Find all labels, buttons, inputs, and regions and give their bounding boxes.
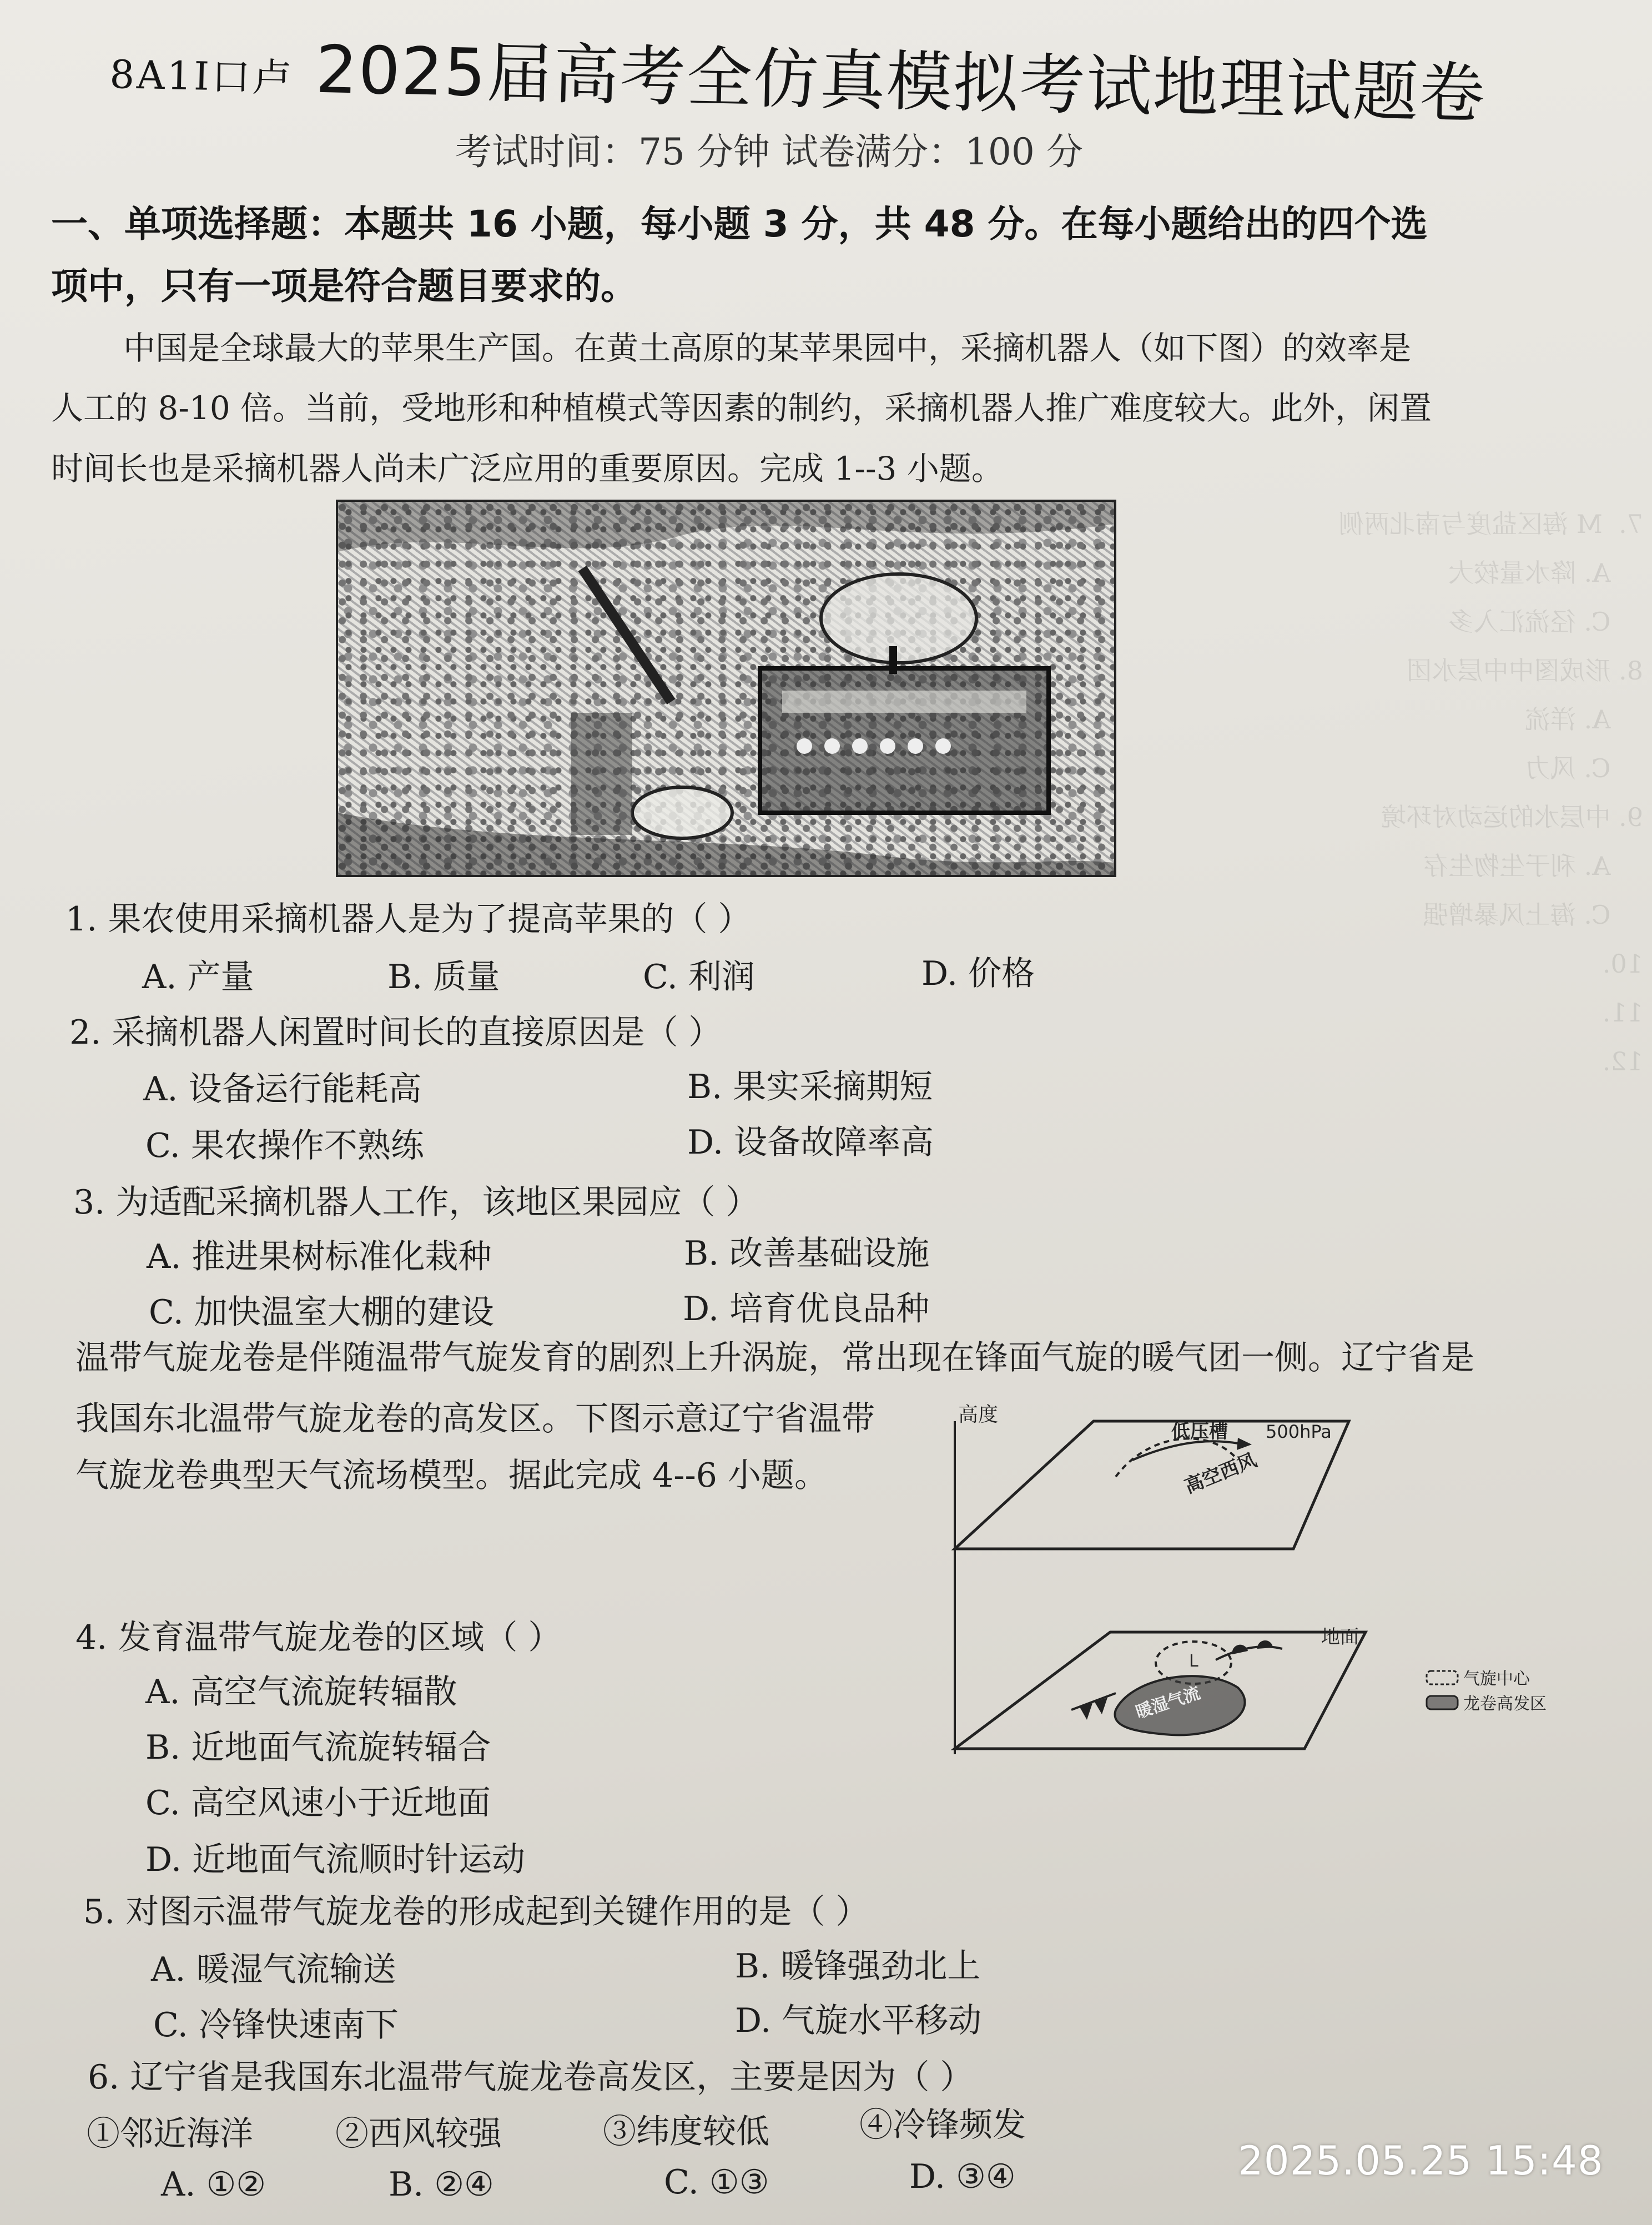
photo-timestamp: 2025.05.25 15:48 xyxy=(1238,2137,1604,2184)
exam-title-text: 2025届高考全仿真模拟考试地理试题卷 xyxy=(315,31,1487,132)
passage1-line1: 中国是全球最大的苹果生产国。在黄土高原的某苹果园中，采摘机器人（如下图）的效率是 xyxy=(123,329,1412,367)
passage1-line2: 人工的 8-10 倍。当前，受地形和种植模式等因素的制约，采摘机器人推广难度较大。此外，闲置 xyxy=(51,389,1432,427)
picking-robot-photo xyxy=(336,500,1116,877)
cyclone-tornado-diagram xyxy=(949,1399,1593,1788)
exam-subtitle: 考试时间：75 分钟 试卷满分：100 分 xyxy=(455,130,1083,173)
question-6-stem: 6. 辽宁省是我国东北温带气旋龙卷高发区，主要是因为（ ） xyxy=(88,2058,974,2097)
q6-factor-3: ③纬度较低 xyxy=(603,2112,769,2151)
q6-option-d: D. ③④ xyxy=(909,2157,1016,2196)
q2-option-a: A. 设备运行能耗高 xyxy=(143,1070,422,1109)
q4-option-d: D. 近地面气流顺时针运动 xyxy=(145,1840,526,1879)
legend-cyclone-label: 气旋中心 xyxy=(1463,1669,1530,1689)
q4-option-c: C. 高空风速小于近地面 xyxy=(145,1784,491,1823)
q3-option-b: B. 改善基础设施 xyxy=(684,1234,930,1273)
question-3-stem: 3. 为适配采摘机器人工作，该地区果园应（ ） xyxy=(73,1183,759,1222)
q1-option-c: C. 利润 xyxy=(643,958,755,996)
tornado-zone-label: 暖湿气流 xyxy=(1133,1683,1203,1723)
q6-factor-1: ①邻近海洋 xyxy=(87,2115,253,2153)
q6-option-c: C. ①③ xyxy=(664,2163,769,2202)
passage1-line3: 时间长也是采摘机器人尚未广泛应用的重要原因。完成 1--3 小题。 xyxy=(51,450,1004,487)
q5-option-d: D. 气旋水平移动 xyxy=(735,2001,982,2040)
question-5-stem: 5. 对图示温带气旋龙卷的形成起到关键作用的是（ ） xyxy=(83,1892,869,1931)
q3-option-d: D. 培育优良品种 xyxy=(683,1290,930,1328)
exam-code: 8A1I口卢 xyxy=(109,51,294,101)
passage2-line2: 我国东北温带气旋龙卷的高发区。下图示意辽宁省温带 xyxy=(75,1400,875,1438)
westerly-arrow xyxy=(1132,1441,1238,1460)
q2-option-b: B. 果实采摘期短 xyxy=(687,1068,933,1106)
question-2-stem: 2. 采摘机器人闲置时间长的直接原因是（ ） xyxy=(69,1013,722,1052)
cyclone-center-mark: L xyxy=(1189,1652,1198,1671)
height-axis-label: 高度 xyxy=(958,1403,999,1426)
ground-label: 地面 xyxy=(1321,1626,1359,1648)
q3-option-c: C. 加快温室大棚的建设 xyxy=(149,1293,494,1332)
robot-illustration xyxy=(338,502,1114,875)
legend-zone-swatch xyxy=(1427,1696,1458,1709)
trough-label: 低压槽 xyxy=(1171,1421,1228,1443)
q5-option-c: C. 冷锋快速南下 xyxy=(153,2006,399,2045)
legend-zone-label: 龙卷高发区 xyxy=(1463,1694,1547,1714)
question-1-stem: 1. 果农使用采摘机器人是为了提高苹果的（ ） xyxy=(66,900,752,939)
q5-option-a: A. 暖湿气流输送 xyxy=(151,1950,396,1989)
q4-option-a: A. 高空气流旋转辐散 xyxy=(145,1673,457,1711)
q6-factor-4: ④冷锋频发 xyxy=(859,2106,1026,2145)
q6-option-a: A. ①② xyxy=(161,2165,266,2204)
question-4-stem: 4. 发育温带气旋龙卷的区域（ ） xyxy=(75,1618,562,1657)
section-heading-line1: 一、单项选择题：本题共 16 小题，每小题 3 分，共 48 分。在每小题给出的四个选 xyxy=(51,203,1428,245)
cold-front xyxy=(1071,1693,1116,1710)
q1-option-b: B. 质量 xyxy=(387,958,500,996)
passage2-line1: 温带气旋龙卷是伴随温带气旋发育的剧烈上升涡旋，常出现在锋面气旋的暖气团一侧。辽宁省是 xyxy=(75,1338,1474,1377)
q1-option-d: D. 价格 xyxy=(921,954,1035,993)
westerly-label: 高空西风 xyxy=(1181,1449,1260,1498)
exam-title xyxy=(109,12,1487,135)
bleed-through-text: 7. M 海区盐度与南北两侧 A. 降水量较大 C. 径流汇入多 8. 形成图中中层水团 A. 洋流 C. 风力 9. 中层水的运动对环境 A. 利于生物生存 C. 海上风暴增强 10. 11. 12. xyxy=(1338,509,1643,1076)
q6-option-b: B. ②④ xyxy=(389,2165,494,2204)
legend-cyclone-swatch xyxy=(1427,1671,1458,1684)
q5-option-b: B. 暖锋强劲北上 xyxy=(735,1947,981,1986)
passage2-line3: 气旋龙卷典型天气流场模型。据此完成 4--6 小题。 xyxy=(75,1456,828,1495)
q4-option-b: B. 近地面气流旋转辐合 xyxy=(145,1728,491,1767)
q1-option-a: A. 产量 xyxy=(142,958,254,996)
q2-option-c: C. 果农操作不熟练 xyxy=(145,1126,424,1165)
q2-option-d: D. 设备故障率高 xyxy=(687,1123,934,1162)
warm-front xyxy=(1216,1647,1282,1660)
q3-option-a: A. 推进果树标准化栽种 xyxy=(147,1237,492,1276)
section-heading-line2: 项中，只有一项是符合题目要求的。 xyxy=(51,265,637,308)
westerly-arrowhead xyxy=(1237,1438,1252,1450)
pressure-label: 500hPa xyxy=(1266,1421,1332,1442)
q6-factor-2: ②西风较强 xyxy=(335,2115,502,2153)
